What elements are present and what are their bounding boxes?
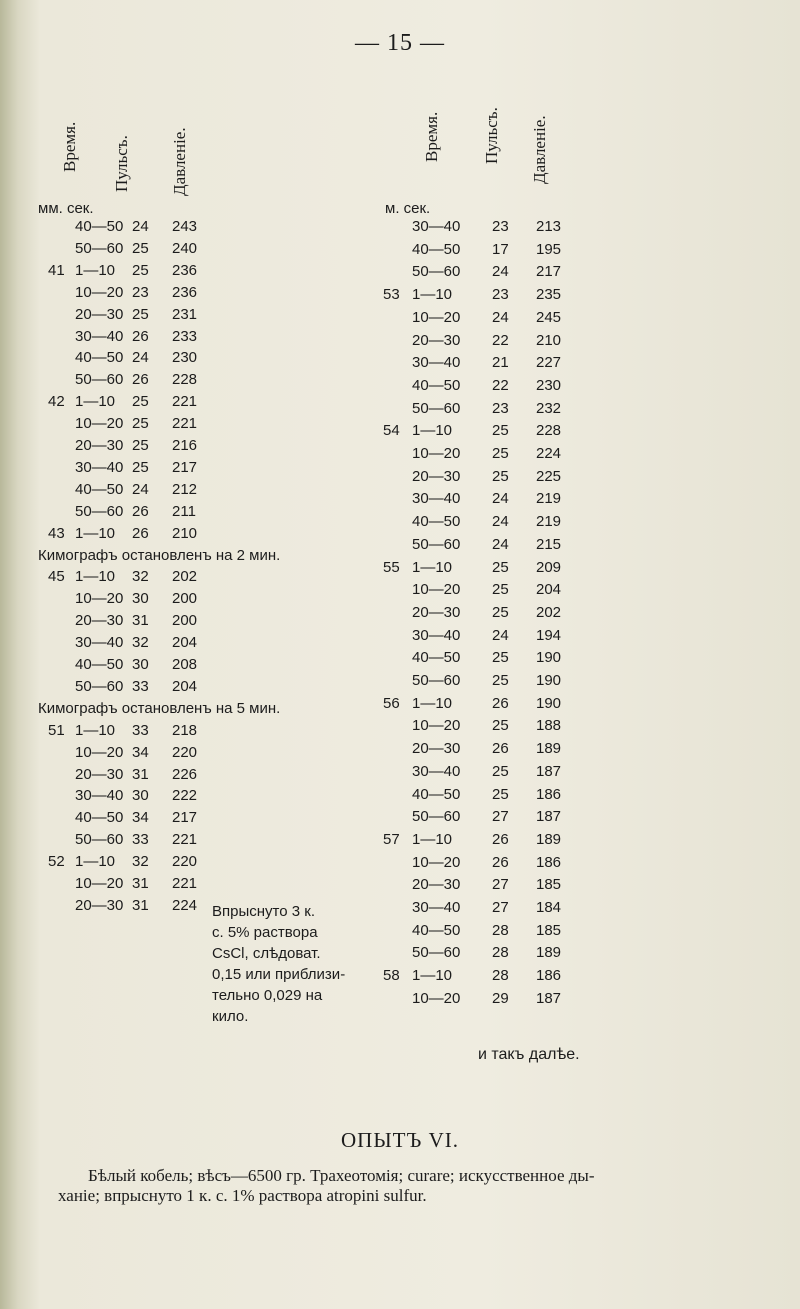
pressure-cell: 190 bbox=[536, 672, 562, 689]
pressure-cell: 224 bbox=[536, 445, 562, 462]
seconds-cell: 30—40 bbox=[412, 762, 461, 780]
pressure-cell: 210 bbox=[172, 524, 198, 542]
seconds-cell: 30—40 bbox=[412, 218, 461, 235]
seconds-cell: 40—50 bbox=[412, 921, 461, 939]
pressure-cell: 236 bbox=[172, 261, 198, 279]
pressure-cell: 186 bbox=[536, 853, 562, 871]
pressure-cell: 227 bbox=[536, 354, 562, 372]
pulse-cell: 26 bbox=[492, 694, 509, 712]
section-title: ОПЫТЪ VI. bbox=[341, 1128, 459, 1152]
pressure-cell: 187 bbox=[536, 808, 562, 826]
pressure-cell: 210 bbox=[536, 331, 562, 349]
pressure-cell: 190 bbox=[536, 694, 562, 712]
pressure-cell: 189 bbox=[536, 830, 562, 848]
pressure-cell: 213 bbox=[536, 218, 562, 235]
seconds-cell: 30—40 bbox=[75, 327, 124, 345]
pressure-cell: 232 bbox=[536, 399, 562, 417]
pressure-cell: 204 bbox=[536, 581, 562, 599]
pulse-cell: 28 bbox=[492, 967, 509, 985]
pressure-cell: 243 bbox=[172, 218, 198, 235]
pressure-cell: 220 bbox=[172, 743, 198, 761]
injection-line: 0,15 или приблизи- bbox=[212, 966, 346, 983]
seconds-cell: 40—50 bbox=[75, 809, 124, 827]
left-header-pressure: Давленіе. bbox=[170, 127, 189, 196]
pulse-cell: 30 bbox=[132, 656, 149, 673]
pressure-cell: 217 bbox=[172, 458, 198, 476]
seconds-cell: 10—20 bbox=[412, 989, 461, 1007]
seconds-cell: 20—30 bbox=[75, 896, 124, 914]
pressure-cell: 218 bbox=[172, 721, 198, 739]
seconds-cell: 50—60 bbox=[75, 371, 124, 389]
seconds-cell: 30—40 bbox=[75, 787, 124, 805]
minute-cell: 54 bbox=[383, 422, 400, 440]
seconds-cell: 40—50 bbox=[412, 785, 461, 803]
minute-cell: 52 bbox=[48, 853, 65, 871]
pulse-cell: 25 bbox=[492, 467, 509, 485]
seconds-cell: 10—20 bbox=[75, 415, 124, 433]
minute-cell: 58 bbox=[383, 967, 400, 985]
seconds-cell: 10—20 bbox=[412, 445, 461, 462]
pressure-cell: 219 bbox=[536, 490, 562, 508]
pulse-cell: 25 bbox=[132, 261, 149, 279]
pulse-cell: 21 bbox=[492, 354, 509, 372]
pulse-cell: 25 bbox=[492, 558, 509, 576]
seconds-cell: 20—30 bbox=[75, 612, 124, 630]
pulse-cell: 24 bbox=[132, 480, 149, 498]
pressure-cell: 221 bbox=[172, 875, 198, 892]
left-header-pulse: Пульсъ. bbox=[112, 135, 131, 192]
pulse-cell: 25 bbox=[132, 458, 149, 476]
pressure-cell: 184 bbox=[536, 899, 562, 916]
left-header-time: Время. bbox=[60, 121, 79, 172]
minute-cell: 57 bbox=[383, 830, 400, 848]
pressure-cell: 230 bbox=[172, 349, 198, 367]
seconds-cell: 1—10 bbox=[412, 694, 453, 712]
seconds-cell: 10—20 bbox=[412, 308, 461, 326]
right-header-pressure: Давленіе. bbox=[530, 115, 549, 184]
pulse-cell: 23 bbox=[492, 218, 509, 235]
seconds-cell: 40—50 bbox=[412, 240, 461, 258]
pulse-cell: 26 bbox=[132, 502, 149, 520]
pulse-cell: 24 bbox=[492, 535, 509, 553]
seconds-cell: 20—30 bbox=[412, 740, 461, 758]
seconds-cell: 1—10 bbox=[412, 967, 453, 985]
description-line: ханіе; впрыснуто 1 к. с. 1% раствора atropini sulfur. bbox=[58, 1186, 427, 1205]
pulse-cell: 25 bbox=[132, 305, 149, 323]
seconds-cell: 10—20 bbox=[75, 875, 124, 892]
pressure-cell: 187 bbox=[536, 989, 562, 1007]
seconds-cell: 50—60 bbox=[75, 239, 124, 257]
injection-line: тельно 0,029 на bbox=[212, 987, 323, 1004]
pulse-cell: 25 bbox=[132, 393, 149, 411]
seconds-cell: 40—50 bbox=[412, 649, 461, 667]
seconds-cell: 1—10 bbox=[412, 286, 453, 304]
pressure-cell: 236 bbox=[172, 283, 198, 301]
pulse-cell: 27 bbox=[492, 899, 509, 916]
seconds-cell: 40—50 bbox=[75, 480, 124, 498]
pressure-cell: 187 bbox=[536, 762, 562, 780]
seconds-cell: 50—60 bbox=[75, 502, 124, 520]
minute-cell: 55 bbox=[383, 558, 400, 576]
injection-line: кило. bbox=[212, 1008, 249, 1025]
injection-note bbox=[212, 901, 362, 1027]
seconds-cell: 40—50 bbox=[75, 349, 124, 367]
pressure-cell: 211 bbox=[172, 502, 196, 520]
pressure-cell: 228 bbox=[536, 422, 562, 440]
seconds-cell: 40—50 bbox=[75, 218, 124, 235]
pulse-cell: 26 bbox=[132, 524, 149, 542]
kymograph-stop-note: Кимографъ остановленъ на 2 мин. bbox=[38, 546, 281, 564]
pressure-cell: 216 bbox=[172, 437, 198, 454]
pulse-cell: 27 bbox=[492, 808, 509, 826]
pulse-cell: 33 bbox=[132, 677, 149, 695]
pressure-cell: 222 bbox=[172, 787, 198, 805]
pulse-cell: 34 bbox=[132, 809, 149, 827]
seconds-cell: 50—60 bbox=[75, 677, 124, 695]
pressure-cell: 189 bbox=[536, 740, 562, 758]
seconds-cell: 30—40 bbox=[412, 490, 461, 508]
pressure-cell: 200 bbox=[172, 612, 198, 630]
pressure-cell: 217 bbox=[536, 263, 562, 281]
pulse-cell: 25 bbox=[492, 672, 509, 689]
pulse-cell: 25 bbox=[132, 239, 149, 257]
pulse-cell: 23 bbox=[492, 286, 509, 304]
pulse-cell: 30 bbox=[132, 787, 149, 805]
minute-cell: 45 bbox=[48, 568, 65, 586]
pulse-cell: 30 bbox=[132, 590, 149, 608]
seconds-cell: 1—10 bbox=[75, 393, 116, 411]
seconds-cell: 50—60 bbox=[412, 672, 461, 689]
seconds-cell: 1—10 bbox=[75, 721, 116, 739]
pressure-cell: 245 bbox=[536, 308, 562, 326]
pulse-cell: 23 bbox=[492, 399, 509, 417]
pulse-cell: 24 bbox=[492, 308, 509, 326]
pulse-cell: 28 bbox=[492, 944, 509, 962]
seconds-cell: 10—20 bbox=[412, 717, 461, 735]
pulse-cell: 33 bbox=[132, 831, 149, 849]
pulse-cell: 25 bbox=[492, 445, 509, 462]
pressure-cell: 200 bbox=[172, 590, 198, 608]
pulse-cell: 32 bbox=[132, 568, 149, 586]
seconds-cell: 50—60 bbox=[412, 808, 461, 826]
pressure-cell: 194 bbox=[536, 626, 562, 644]
seconds-cell: 30—40 bbox=[75, 634, 124, 652]
pressure-cell: 219 bbox=[536, 513, 562, 531]
seconds-cell: 1—10 bbox=[75, 524, 116, 542]
pulse-cell: 25 bbox=[492, 785, 509, 803]
pressure-cell: 235 bbox=[536, 286, 562, 304]
pressure-cell: 220 bbox=[172, 853, 198, 871]
seconds-cell: 1—10 bbox=[75, 853, 116, 871]
seconds-cell: 50—60 bbox=[412, 263, 461, 281]
kymograph-stop-note: Кимографъ остановленъ на 5 мин. bbox=[38, 699, 281, 717]
seconds-cell: 1—10 bbox=[75, 568, 116, 586]
pulse-cell: 28 bbox=[492, 921, 509, 939]
description-line: Бѣлый кобель; вѣсъ—6500 гр. Трахеотомія; curare; искусственное ды- bbox=[88, 1166, 595, 1185]
pressure-cell: 190 bbox=[536, 649, 562, 667]
seconds-cell: 10—20 bbox=[412, 581, 461, 599]
seconds-cell: 20—30 bbox=[75, 305, 124, 323]
seconds-cell: 20—30 bbox=[412, 876, 461, 894]
pressure-cell: 208 bbox=[172, 656, 198, 673]
seconds-cell: 20—30 bbox=[412, 331, 461, 349]
experiment-description bbox=[58, 1166, 773, 1206]
pressure-cell: 209 bbox=[536, 558, 562, 576]
left-units: мм. сек. bbox=[38, 200, 94, 217]
pressure-cell: 228 bbox=[172, 371, 198, 389]
seconds-cell: 50—60 bbox=[75, 831, 124, 849]
pulse-cell: 26 bbox=[132, 327, 149, 345]
pulse-cell: 27 bbox=[492, 876, 509, 894]
pulse-cell: 26 bbox=[492, 740, 509, 758]
seconds-cell: 10—20 bbox=[75, 283, 124, 301]
pulse-cell: 25 bbox=[492, 649, 509, 667]
pulse-cell: 24 bbox=[492, 263, 509, 281]
pulse-cell: 26 bbox=[132, 371, 149, 389]
pressure-cell: 186 bbox=[536, 785, 562, 803]
minute-cell: 41 bbox=[48, 261, 65, 279]
pulse-cell: 23 bbox=[132, 283, 149, 301]
pulse-cell: 17 bbox=[492, 240, 509, 258]
minute-cell: 42 bbox=[48, 393, 65, 411]
pressure-cell: 221 bbox=[172, 415, 198, 433]
minute-cell: 51 bbox=[48, 721, 65, 739]
seconds-cell: 10—20 bbox=[75, 743, 124, 761]
pressure-cell: 224 bbox=[172, 896, 198, 914]
pulse-cell: 25 bbox=[492, 581, 509, 599]
pulse-cell: 26 bbox=[492, 853, 509, 871]
seconds-cell: 20—30 bbox=[75, 437, 124, 454]
seconds-cell: 50—60 bbox=[412, 944, 461, 962]
seconds-cell: 30—40 bbox=[75, 458, 124, 476]
pressure-cell: 217 bbox=[172, 809, 198, 827]
pressure-cell: 185 bbox=[536, 876, 562, 894]
pulse-cell: 33 bbox=[132, 721, 149, 739]
pressure-cell: 226 bbox=[172, 765, 198, 783]
minute-cell: 43 bbox=[48, 524, 65, 542]
seconds-cell: 50—60 bbox=[412, 399, 461, 417]
seconds-cell: 10—20 bbox=[75, 590, 124, 608]
pressure-cell: 204 bbox=[172, 677, 198, 695]
seconds-cell: 40—50 bbox=[412, 513, 461, 531]
pulse-cell: 34 bbox=[132, 743, 149, 761]
pressure-cell: 185 bbox=[536, 921, 562, 939]
pressure-cell: 230 bbox=[536, 376, 562, 394]
pressure-cell: 221 bbox=[172, 393, 198, 411]
pressure-cell: 188 bbox=[536, 717, 562, 735]
seconds-cell: 1—10 bbox=[412, 830, 453, 848]
pressure-cell: 189 bbox=[536, 944, 562, 962]
injection-line: Впрыснуто 3 к. bbox=[212, 903, 315, 920]
seconds-cell: 1—10 bbox=[412, 422, 453, 440]
seconds-cell: 10—20 bbox=[412, 853, 461, 871]
pulse-cell: 22 bbox=[492, 331, 509, 349]
right-header-time: Время. bbox=[422, 111, 441, 162]
seconds-cell: 30—40 bbox=[412, 899, 461, 916]
right-units: м. сек. bbox=[385, 200, 431, 217]
seconds-cell: 1—10 bbox=[75, 261, 116, 279]
page-number: — 15 — bbox=[355, 30, 445, 56]
pulse-cell: 24 bbox=[492, 513, 509, 531]
pulse-cell: 31 bbox=[132, 875, 149, 892]
pulse-cell: 24 bbox=[492, 490, 509, 508]
pulse-cell: 29 bbox=[492, 989, 509, 1007]
minute-cell: 56 bbox=[383, 694, 400, 712]
right-header-pulse: Пульсъ. bbox=[482, 107, 501, 164]
seconds-cell: 40—50 bbox=[412, 376, 461, 394]
injection-line: с. 5% раствора bbox=[212, 924, 318, 941]
pressure-cell: 195 bbox=[536, 240, 562, 258]
seconds-cell: 30—40 bbox=[412, 626, 461, 644]
pulse-cell: 22 bbox=[492, 376, 509, 394]
pulse-cell: 25 bbox=[132, 415, 149, 433]
pressure-cell: 240 bbox=[172, 239, 198, 257]
pulse-cell: 24 bbox=[132, 218, 149, 235]
pressure-cell: 215 bbox=[536, 535, 562, 553]
pressure-cell: 233 bbox=[172, 327, 198, 345]
pulse-cell: 24 bbox=[492, 626, 509, 644]
pulse-cell: 32 bbox=[132, 853, 149, 871]
pressure-cell: 202 bbox=[536, 603, 562, 621]
pulse-cell: 25 bbox=[492, 762, 509, 780]
injection-line: CsCl, слѣдоват. bbox=[212, 945, 321, 962]
pulse-cell: 25 bbox=[132, 437, 149, 454]
pulse-cell: 25 bbox=[492, 717, 509, 735]
pulse-cell: 32 bbox=[132, 634, 149, 652]
seconds-cell: 20—30 bbox=[75, 765, 124, 783]
pressure-cell: 231 bbox=[172, 305, 198, 323]
pressure-cell: 186 bbox=[536, 967, 562, 985]
pulse-cell: 26 bbox=[492, 830, 509, 848]
minute-cell: 53 bbox=[383, 286, 400, 304]
seconds-cell: 1—10 bbox=[412, 558, 453, 576]
seconds-cell: 20—30 bbox=[412, 467, 461, 485]
seconds-cell: 40—50 bbox=[75, 656, 124, 673]
pulse-cell: 31 bbox=[132, 765, 149, 783]
pressure-cell: 202 bbox=[172, 568, 198, 586]
seconds-cell: 20—30 bbox=[412, 603, 461, 621]
pressure-cell: 225 bbox=[536, 467, 562, 485]
pressure-cell: 221 bbox=[172, 831, 198, 849]
seconds-cell: 50—60 bbox=[412, 535, 461, 553]
pulse-cell: 25 bbox=[492, 603, 509, 621]
continuation-note: и такъ далѣе. bbox=[478, 1046, 580, 1063]
pulse-cell: 31 bbox=[132, 896, 149, 914]
pressure-cell: 212 bbox=[172, 480, 198, 498]
pressure-cell: 204 bbox=[172, 634, 198, 652]
pulse-cell: 25 bbox=[492, 422, 509, 440]
seconds-cell: 30—40 bbox=[412, 354, 461, 372]
pulse-cell: 24 bbox=[132, 349, 149, 367]
pulse-cell: 31 bbox=[132, 612, 149, 630]
